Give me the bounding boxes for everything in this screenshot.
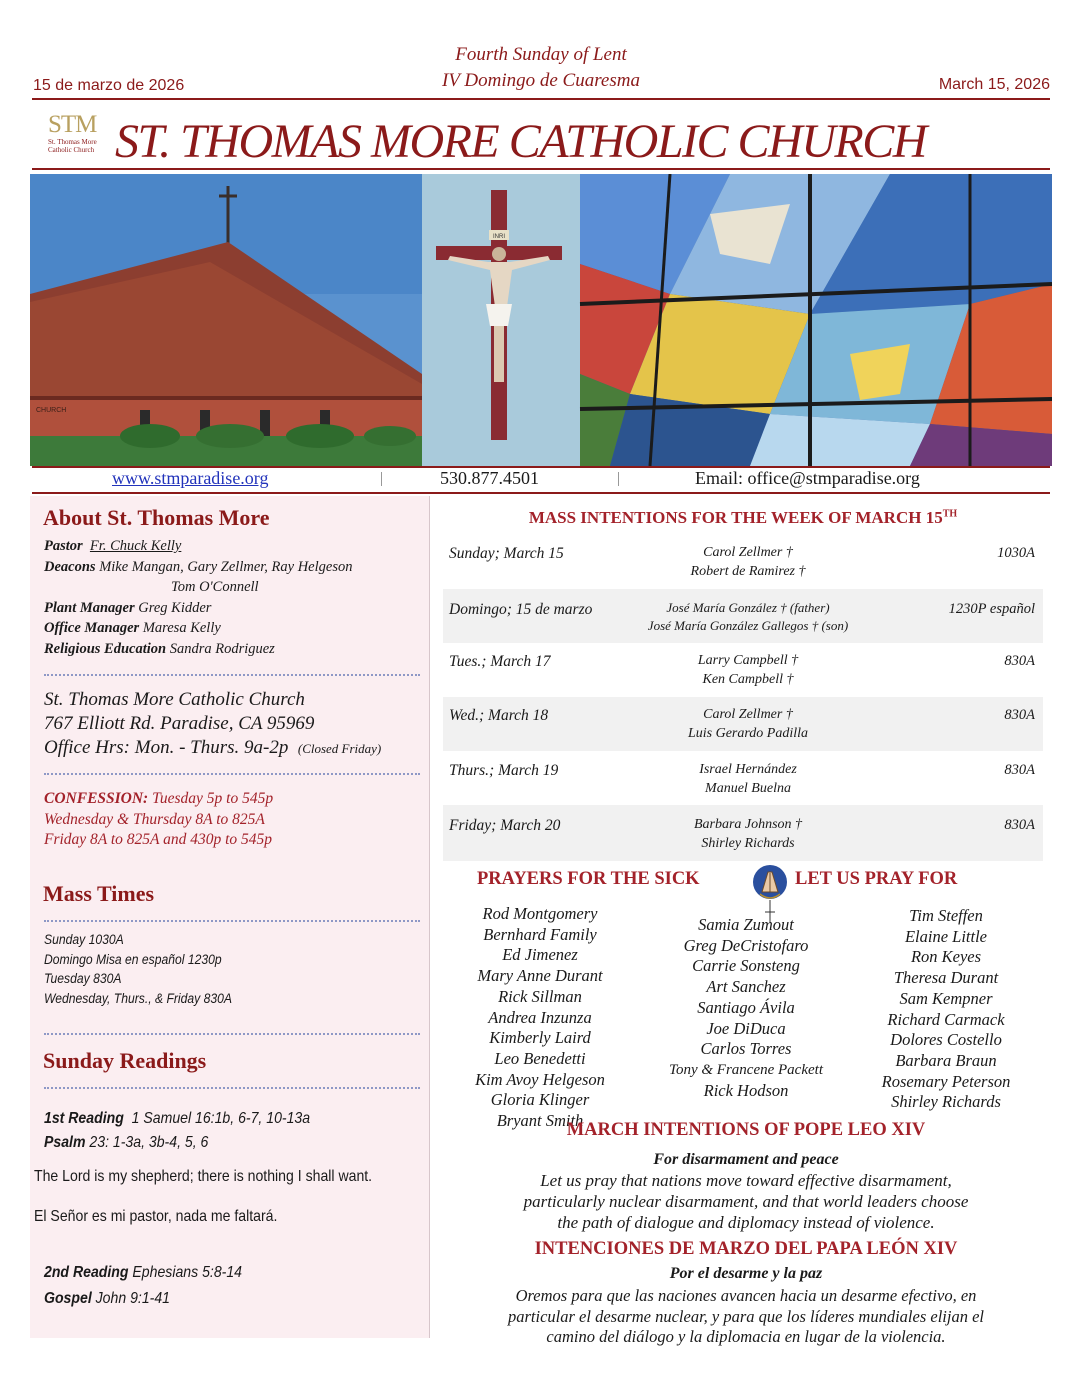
pastor-name: Fr. Chuck Kelly <box>89 538 182 554</box>
intention-line: the path of dialogue and diplomacy instead of violence. <box>557 1213 935 1232</box>
photo-banner <box>30 174 1052 466</box>
religious-ed-line <box>44 639 424 660</box>
prayer-name: Bernhard Family <box>483 924 597 944</box>
gospel <box>44 1290 170 1308</box>
intention-names <box>613 599 883 635</box>
mass-time: Domingo Misa en español 1230p <box>44 951 222 967</box>
intention-name: José María González † (father) <box>666 600 830 615</box>
intention-day: Domingo; 15 de marzo <box>449 601 593 618</box>
confession-time-1: Tuesday 5p to 545p <box>152 790 274 807</box>
date-english: March 15, 2026 <box>938 76 1050 93</box>
office-label: Office Manager <box>44 620 140 636</box>
plant-label: Plant Manager <box>44 599 135 616</box>
confession-block <box>44 789 429 851</box>
mass-intentions-title <box>443 508 1043 528</box>
prayer-name: Sam Kempner <box>899 988 993 1008</box>
address-line-1: St. Thomas More Catholic Church <box>44 689 305 710</box>
divider <box>44 1087 420 1089</box>
prayer-name: Barbara Braun <box>895 1050 997 1070</box>
occasion-english: Fourth Sunday of Lent <box>455 44 627 65</box>
header-rule <box>32 98 1050 100</box>
intention-line: particular el desarme nuclear, y para que los líderes mundiales elijan el <box>508 1306 984 1326</box>
readings-title: Sunday Readings <box>43 1048 207 1073</box>
divider <box>44 773 420 775</box>
about-title: About St. Thomas More <box>43 505 270 530</box>
intention-names <box>643 815 853 853</box>
date-spanish: 15 de marzo de 2026 <box>33 77 185 94</box>
prayer-name: Shirley Richards <box>891 1092 1001 1112</box>
pastor-line <box>44 536 424 557</box>
prayer-name: Greg DeCristofaro <box>683 935 809 955</box>
table-row <box>443 805 1043 861</box>
staff-list <box>44 536 424 659</box>
office-manager: Maresa Kelly <box>142 620 221 636</box>
intention-time: 830A <box>1004 817 1035 833</box>
intention-line: Let us pray that nations move toward effective disarmament, <box>540 1171 952 1190</box>
prayer-name: Tim Steffen <box>909 906 983 925</box>
crucifix-photo <box>422 174 580 466</box>
church-logo <box>48 112 112 162</box>
prayer-name: Tony & Francene Packett <box>669 1061 823 1078</box>
prayer-name: Theresa Durant <box>893 968 999 988</box>
religious-label: Religious Education <box>44 640 167 657</box>
mass-intentions-title-text: MASS INTENTIONS FOR THE WEEK OF MARCH 15 <box>528 508 943 527</box>
prayer-name: Kim Avoy Helgeson <box>475 1069 605 1089</box>
website-link[interactable]: www.stmparadise.org <box>112 468 269 488</box>
pastor-label: Pastor <box>44 538 83 554</box>
table-row <box>443 751 1043 805</box>
intention-time: 1230P español <box>948 601 1035 617</box>
second-reading <box>44 1264 242 1282</box>
prayer-name: Ron Keyes <box>910 947 982 967</box>
deacons-line-2: Tom O'Connell <box>171 579 259 595</box>
pope-intentions-subtitle-spanish: Por el desarme y la paz <box>669 1265 823 1282</box>
deacons-label: Deacons <box>44 558 96 575</box>
address-block <box>44 688 429 761</box>
confession-line-1 <box>44 789 429 810</box>
psalm-citation: 23: 1-3a, 3b-4, 5, 6 <box>89 1134 209 1151</box>
intention-day: Wed.; March 18 <box>449 707 549 724</box>
mass-times-title: Mass Times <box>43 881 155 906</box>
second-reading-citation: Ephesians 5:8-14 <box>132 1264 242 1281</box>
office-hours-note: (Closed Friday) <box>297 741 382 756</box>
mass-intentions-title-sup: TH <box>942 508 958 520</box>
church-building-photo <box>30 174 422 466</box>
title-rule <box>32 168 1050 170</box>
gospel-citation: John 9:1-41 <box>95 1290 171 1307</box>
psalm-response-english: The Lord is my shepherd; there is nothing I shall want. <box>34 1168 373 1185</box>
prayer-name: Joe DiDuca <box>706 1018 786 1038</box>
intention-name: Carol Zellmer † <box>703 707 793 722</box>
intention-name: Israel Hernández <box>699 762 797 777</box>
intention-name: Robert de Ramirez † <box>690 564 806 579</box>
prayers-title-right: LET US PRAY FOR <box>795 869 958 889</box>
religious-ed-name: Sandra Rodriguez <box>169 640 275 657</box>
prayer-name: Rosemary Peterson <box>881 1071 1011 1091</box>
prayer-name: Bryant Smith <box>496 1111 584 1131</box>
intention-name: Manuel Buelna <box>705 781 791 796</box>
prayer-list-3 <box>862 906 1030 1113</box>
prayer-name: Carlos Torres <box>700 1039 792 1059</box>
intention-day: Friday; March 20 <box>449 817 561 834</box>
stained-glass-photo <box>580 174 1052 466</box>
table-row <box>443 537 1043 589</box>
prayer-name: Leo Benedetti <box>494 1048 586 1068</box>
contact-separator <box>618 472 619 486</box>
pope-intentions-title-spanish: INTENCIONES DE MARZO DEL PAPA LEÓN XIV <box>534 1239 958 1259</box>
office-hours <box>44 736 429 761</box>
first-reading <box>44 1110 310 1128</box>
intention-time: 830A <box>1004 762 1035 778</box>
intention-day: Tues.; March 17 <box>449 653 551 670</box>
divider <box>44 674 420 676</box>
intention-time: 1030A <box>997 545 1035 561</box>
table-row <box>443 643 1043 697</box>
intention-line: particularly nuclear disarmament, and that world leaders choose <box>523 1192 969 1211</box>
confession-label: CONFESSION: <box>44 790 149 807</box>
psalm-label: Psalm <box>44 1134 86 1151</box>
mass-time: Tuesday 830A <box>44 971 122 986</box>
first-reading-citation: 1 Samuel 16:1b, 6-7, 10-13a <box>131 1110 311 1127</box>
table-row <box>443 589 1043 643</box>
mass-time: Wednesday, Thurs., & Friday 830A <box>44 990 232 1006</box>
prayer-name: Rick Hodson <box>703 1080 789 1100</box>
intention-day: Sunday; March 15 <box>449 545 564 562</box>
table-row <box>443 697 1043 751</box>
intention-names <box>643 760 853 798</box>
pope-intentions-title: MARCH INTENTIONS OF POPE LEO XIV <box>566 1120 926 1140</box>
occasion-spanish: IV Domingo de Cuaresma <box>442 70 640 91</box>
confession-line-2: Wednesday & Thursday 8A to 825A <box>44 810 265 828</box>
pope-intentions-text <box>441 1170 1051 1233</box>
contact-rule-bottom <box>32 492 1050 494</box>
prayer-name: Carrie Sonsteng <box>692 956 800 976</box>
gospel-label: Gospel <box>44 1290 92 1307</box>
prayer-name: Andrea Inzunza <box>488 1007 592 1027</box>
intention-name: José María González Gallegos † (son) <box>647 618 849 633</box>
intention-time: 830A <box>1004 653 1035 669</box>
prayer-name: Rick Sillman <box>498 986 582 1006</box>
logo-subtitle-1: St. Thomas More <box>48 138 97 146</box>
intention-day: Thurs.; March 19 <box>449 762 559 779</box>
contact-separator <box>381 472 382 486</box>
psalm-response-spanish: El Señor es mi pastor, nada me faltará. <box>34 1208 278 1225</box>
prayer-name: Dolores Costello <box>890 1030 1002 1050</box>
confession-line-3: Friday 8A to 825A and 430p to 545p <box>44 831 273 848</box>
divider <box>44 1033 420 1035</box>
email-address[interactable]: Email: office@stmparadise.org <box>695 468 920 488</box>
prayer-name: Art Sanchez <box>706 977 786 997</box>
intention-name: Carol Zellmer † <box>703 545 793 560</box>
mass-times-list <box>44 930 422 1008</box>
prayer-name: Gloria Klinger <box>490 1090 590 1110</box>
prayer-name: Kimberly Laird <box>489 1028 591 1048</box>
intention-time: 830A <box>1004 707 1035 723</box>
phone-number: 530.877.4501 <box>440 468 539 488</box>
address-line-2: 767 Elliott Rd. Paradise, CA 95969 <box>44 713 315 734</box>
prayer-name: Samia Zumout <box>698 915 794 934</box>
intention-line: camino del diálogo y la diplomacia en lugar de la violencia. <box>546 1327 946 1346</box>
second-reading-label: 2nd Reading <box>44 1264 129 1281</box>
cross-sign: INRI <box>493 234 505 240</box>
intention-name: Shirley Richards <box>701 836 795 851</box>
plant-manager: Greg Kidder <box>138 599 212 616</box>
intention-line: Oremos para que las naciones avancen hacia un desarme efectivo, en <box>515 1286 977 1305</box>
building-sign: CHURCH <box>36 407 67 414</box>
office-line <box>44 618 424 639</box>
prayer-name: Santiago Ávila <box>697 997 795 1017</box>
prayers-title-left: PRAYERS FOR THE SICK <box>477 869 700 889</box>
intention-name: Barbara Johnson † <box>693 817 803 832</box>
pope-intentions-text-spanish <box>436 1286 1056 1348</box>
prayer-name: Mary Anne Durant <box>477 966 603 986</box>
prayer-list-1 <box>454 904 626 1132</box>
deacons-line <box>44 557 424 578</box>
office-hours-text: Office Hrs: Mon. - Thurs. 9a-2p <box>44 737 289 758</box>
prayer-name: Elaine Little <box>904 926 988 946</box>
mass-time: Sunday 1030A <box>44 932 124 947</box>
prayer-name: Rod Montgomery <box>482 904 598 923</box>
intention-name: Ken Campbell † <box>702 672 794 687</box>
logo-subtitle-2: Catholic Church <box>48 146 95 154</box>
church-name: ST. THOMAS MORE CATHOLIC CHURCH <box>115 115 926 168</box>
divider <box>44 920 420 922</box>
plant-line <box>44 598 424 619</box>
first-reading-label: 1st Reading <box>44 1110 124 1127</box>
intention-name: Luis Gerardo Padilla <box>687 726 809 741</box>
intention-name: Larry Campbell † <box>697 653 799 668</box>
prayer-list-2 <box>648 915 844 1101</box>
pope-intentions-subtitle: For disarmament and peace <box>653 1151 839 1168</box>
psalm <box>44 1134 208 1152</box>
prayer-name: Ed Jimenez <box>502 945 578 965</box>
deacons-names: Mike Mangan, Gary Zellmer, Ray Helgeson <box>99 558 353 575</box>
intention-names <box>643 543 853 581</box>
intention-names <box>643 705 853 743</box>
intention-names <box>643 651 853 689</box>
logo-mark: STM <box>48 111 97 138</box>
prayer-name: Richard Carmack <box>887 1009 1005 1029</box>
